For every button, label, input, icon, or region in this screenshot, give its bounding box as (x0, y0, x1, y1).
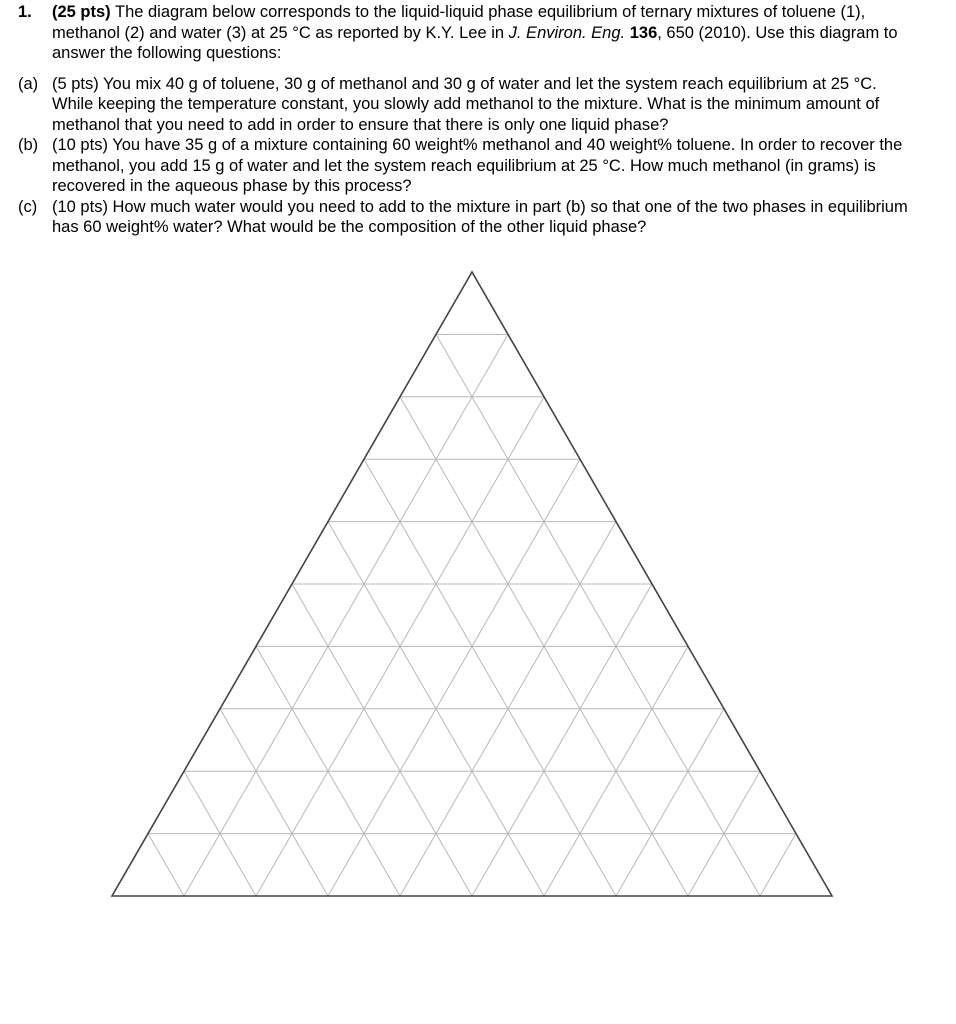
problem-number: 1. (18, 3, 32, 21)
grid-line-water (220, 709, 328, 896)
journal-name: J. Environ. Eng. (508, 23, 626, 42)
grid-lines (148, 334, 796, 896)
question-label: (a) (18, 74, 39, 93)
question-text: (10 pts) You have 35 g of a mixture containing 60 weight% methanol and 40 weight% toluene. In order to recover the methanol, you add 15 g of water and let the system reach equilibrium at 25 °C. How much methanol (in grams) is recovered in the aqueous phase by this process? (52, 136, 903, 195)
grid-line-water (364, 459, 616, 896)
problem-points: (25 pts) (52, 3, 111, 21)
grid-line-toluene (184, 334, 508, 896)
intro-text: The diagram below corresponds to the liquid-liquid phase equilibrium of ternary mixtures of toluene (1), methanol (2) and water (3) at 25 °C as reported by K.Y. Lee in (52, 3, 866, 42)
question-label: (b) (18, 136, 39, 154)
question-text: (5 pts) You mix 40 g of toluene, 30 g of methanol and 30 g of water and let the system reach equilibrium at 25 °C. While keeping the temperature constant, you slowly add methanol to the mixture. What is the minimum amount of methanol that you need to add in order to ensure that there is only one liquid phase? (52, 74, 880, 134)
grid-line-toluene (760, 834, 796, 896)
grid-line-toluene (328, 459, 580, 896)
grid-line-water (292, 584, 472, 896)
question-label: (c) (18, 197, 38, 216)
grid-line-toluene (616, 709, 724, 896)
intro-text-end: , 650 (2010). Use this diagram to answer the following questions: (52, 23, 898, 62)
question-text: (10 pts) How much water would you need to add to the mixture in part (b) so that one of the two phases in equilibrium has 60 weight% water? What would be the composition of the other liquid phase? (52, 197, 908, 236)
grid-line-toluene (472, 584, 652, 896)
journal-volume: 136 (629, 23, 658, 42)
grid-line-water (148, 834, 184, 896)
grid-line-water (436, 334, 760, 896)
